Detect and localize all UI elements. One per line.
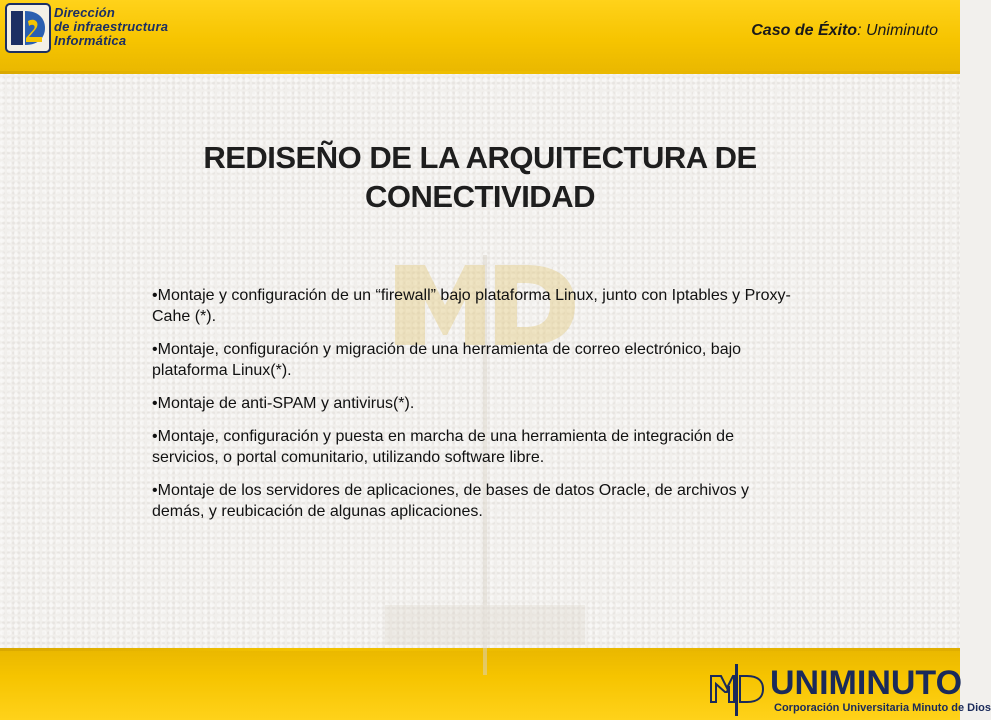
bullet-item: • Montaje de anti-SPAM y antivirus(*).: [152, 393, 792, 414]
bullet-item: • Montaje de los servidores de aplicaciones, de bases de datos Oracle, de archivos y demás, y reubicación de algunas aplicaciones.: [152, 480, 792, 522]
bullet-item: • Montaje, configuración y migración de una herramienta de correo electrónico, bajo plataforma Linux(*).: [152, 339, 792, 381]
brand-subtitle: Corporación Universitaria Minuto de Dios: [774, 702, 991, 714]
org-name: [54, 6, 168, 48]
uniminuto-emblem-icon: [707, 662, 767, 718]
case-label: [751, 22, 938, 40]
slide-title-line2: CONECTIVIDAD: [365, 179, 595, 214]
bullet-list: [152, 285, 792, 534]
slide-title: [100, 138, 860, 216]
case-label-sep: :: [857, 22, 862, 39]
org-name-line3: Informática: [54, 33, 127, 48]
case-label-value: Uniminuto: [861, 22, 938, 39]
brand-name: UNIMINUTO: [770, 664, 963, 702]
org-name-line1: Dirección: [54, 5, 116, 20]
dir-infraestructura-logo-icon: [5, 3, 51, 53]
bullet-item: • Montaje, configuración y puesta en marcha de una herramienta de integración de servicios, o portal comunitario, utilizando software libre.: [152, 426, 792, 468]
footer-brand: [770, 666, 991, 715]
case-label-bold: Caso de Éxito: [751, 22, 858, 39]
org-name-line2: de infraestructura: [54, 19, 169, 34]
slide-title-line1: REDISEÑO DE LA ARQUITECTURA DE: [203, 140, 757, 175]
bullet-item: • Montaje y configuración de un “firewall” bajo plataforma Linux, junto con Iptables y Proxy-Cahe (*).: [152, 285, 792, 327]
